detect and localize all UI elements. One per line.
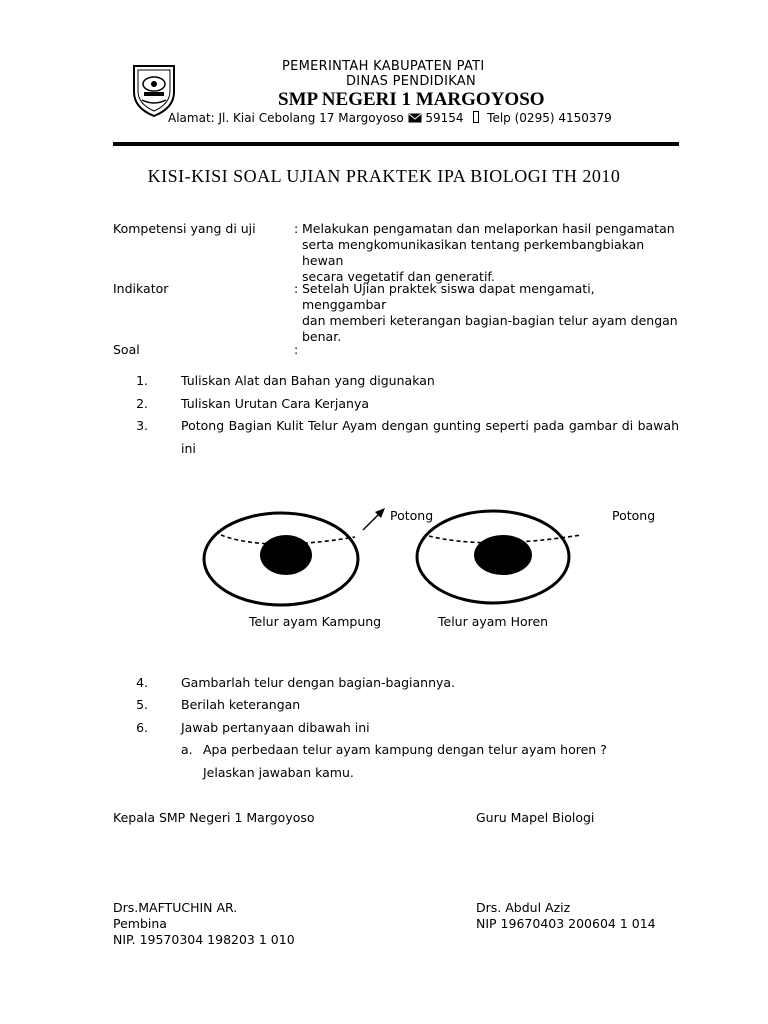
cut-arrow xyxy=(363,508,385,530)
address-text: Alamat: Jl. Kiai Cebolang 17 Margoyoso xyxy=(168,111,404,125)
letterhead-divider xyxy=(113,142,679,146)
field-competency-line: serta mengkomunikasikan tentang perkembangbiakan hewan xyxy=(302,237,645,268)
cut-label: Potong xyxy=(612,508,656,523)
signature-left-rank: Pembina xyxy=(113,916,167,931)
item-number: 6. xyxy=(136,720,148,735)
letterhead-department: DINAS PENDIDIKAN xyxy=(346,74,477,89)
item-number: 2. xyxy=(136,396,148,411)
item-text: Gambarlah telur dengan bagian-bagiannya. xyxy=(181,675,456,690)
field-indicator-line: benar. xyxy=(302,329,342,344)
signature-left-name: Drs.MAFTUCHIN AR. xyxy=(113,900,238,915)
letterhead-address-line xyxy=(168,111,612,126)
field-competency-line: secara vegetatif dan generatif. xyxy=(302,269,495,284)
item-text: Berilah keterangan xyxy=(181,697,301,712)
letterhead-school-name: SMP NEGERI 1 MARGOYOSO xyxy=(278,89,545,110)
item-text: Potong Bagian Kulit Telur Ayam dengan gunting seperti pada gambar di bawah xyxy=(181,418,679,433)
field-question-colon: : xyxy=(294,342,299,357)
signature-right-nip: NIP 19670403 200604 1 014 xyxy=(476,916,656,931)
caption-kampung: Telur ayam Kampung xyxy=(249,614,382,629)
page-title: KISI-KISI SOAL UJIAN PRAKTEK IPA BIOLOGI TH 2010 xyxy=(147,166,621,186)
sub-item-text-continued: Jelaskan jawaban kamu. xyxy=(203,765,354,780)
field-competency-label: Kompetensi yang di uji xyxy=(113,221,256,236)
item-text-continued: ini xyxy=(181,441,196,456)
item-number: 5. xyxy=(136,697,148,712)
field-competency-colon: : xyxy=(294,221,299,236)
letterhead-government: PEMERINTAH KABUPATEN PATI xyxy=(282,59,485,74)
egg-horen xyxy=(417,511,581,603)
item-text: Tuliskan Alat dan Bahan yang digunakan xyxy=(181,373,435,388)
caption-horen: Telur ayam Horen xyxy=(438,614,549,629)
field-indicator-colon: : xyxy=(294,281,299,296)
sub-item-text: Apa perbedaan telur ayam kampung dengan telur ayam horen ? xyxy=(203,742,607,757)
postal-code: 59154 xyxy=(425,111,464,125)
phone-icon xyxy=(473,111,479,126)
cut-label: Potong xyxy=(390,508,434,523)
field-indicator-line: dan memberi keterangan bagian-bagian telur ayam dengan xyxy=(302,313,678,328)
field-question-label: Soal xyxy=(113,342,140,357)
egg-kampung xyxy=(204,513,358,605)
item-number: 1. xyxy=(136,373,148,388)
signature-left-nip: NIP. 19570304 198203 1 010 xyxy=(113,932,295,947)
signature-left-role: Kepala SMP Negeri 1 Margoyoso xyxy=(113,810,315,825)
item-number: 3. xyxy=(136,418,148,433)
field-indicator-label: Indikator xyxy=(113,281,169,296)
item-text: Tuliskan Urutan Cara Kerjanya xyxy=(181,396,370,411)
signature-right-name: Drs. Abdul Aziz xyxy=(476,900,571,915)
item-number: 4. xyxy=(136,675,148,690)
envelope-icon xyxy=(408,112,422,126)
phone-number: Telp (0295) 4150379 xyxy=(487,111,612,125)
field-competency-line: Melakukan pengamatan dan melaporkan hasil pengamatan xyxy=(302,221,675,236)
field-indicator-line: Setelah Ujian praktek siswa dapat mengamati, menggambar xyxy=(302,281,595,312)
sub-item-letter: a. xyxy=(181,742,193,757)
school-crest-logo xyxy=(128,62,180,118)
item-text: Jawab pertanyaan dibawah ini xyxy=(181,720,370,735)
signature-right-role: Guru Mapel Biologi xyxy=(476,810,595,825)
